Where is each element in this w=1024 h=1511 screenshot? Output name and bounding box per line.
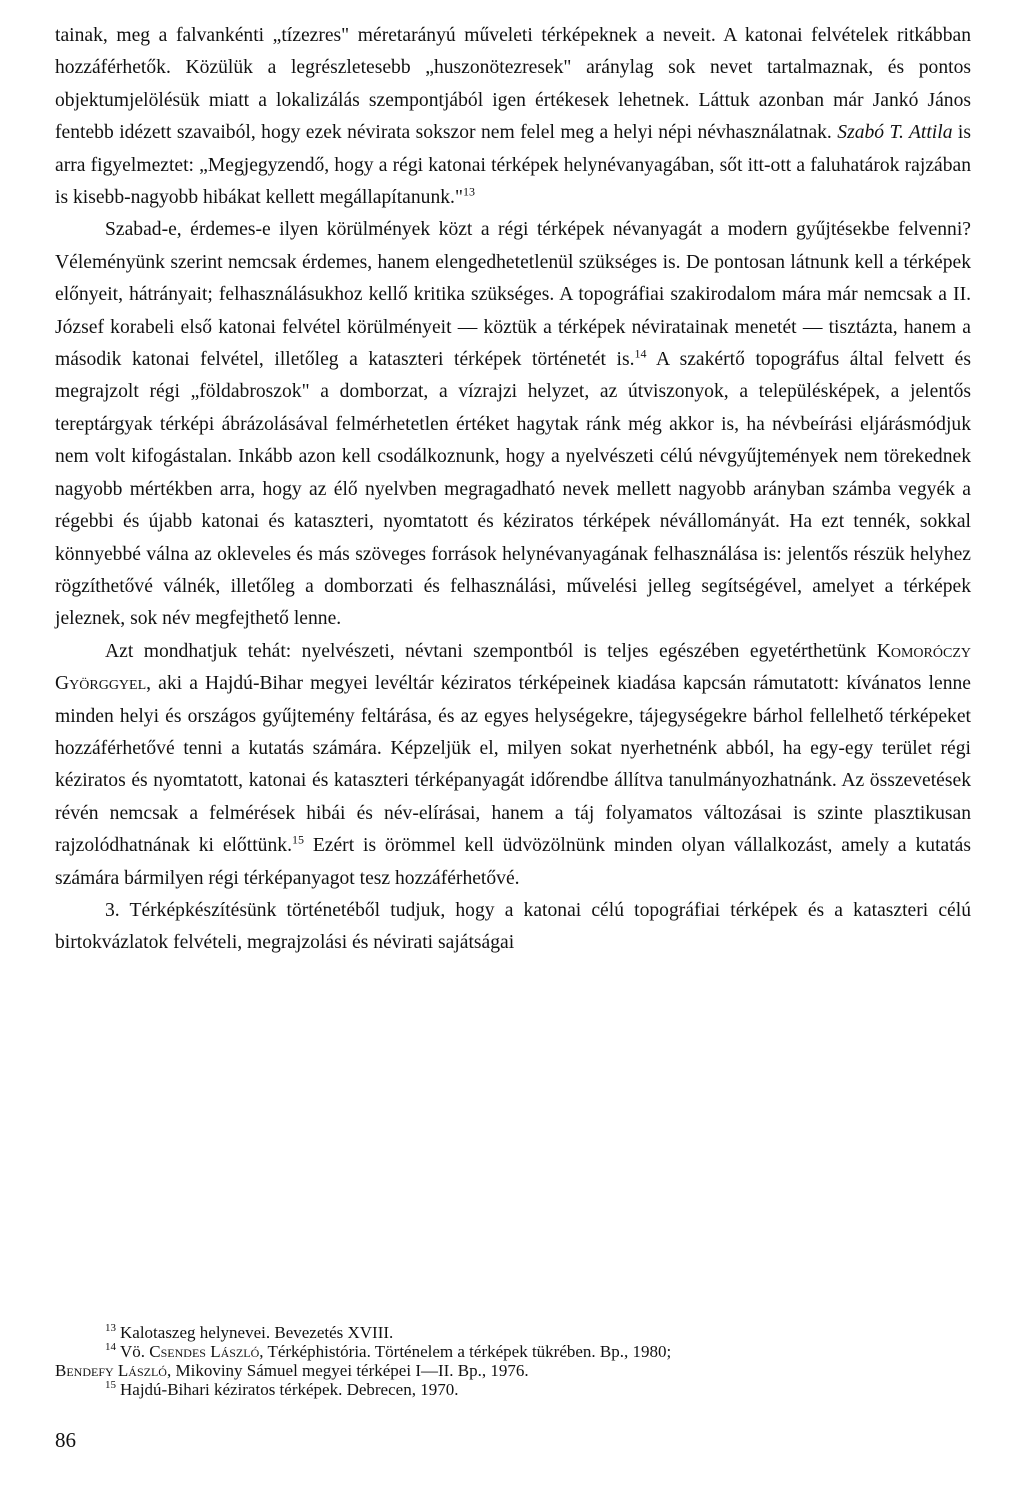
paragraph-1 <box>55 20 971 214</box>
footnote-ref-14[interactable]: 14 <box>634 346 647 361</box>
page-body <box>55 20 971 960</box>
footnote-14-author-2: Bendefy László <box>55 1361 167 1380</box>
footnotes <box>55 1323 971 1399</box>
paragraph-2-text-b: A szakértő topográfus által felvett és megrajzolt régi „földabroszok" a domborzat, a vízrajzi helyzet, az útviszonyok, a településképek, a jelentős tereptárgyak térképi ábrázolásával felmérhetetlen értéket hagytak ránk még akkor is, ha névbeírási eljárásmódjuk nem volt kifogástalan. Inkább azon kell csodálkoznunk, hogy a nyelvészeti célú névgyűjtemények nem törekednek nagyobb mértékben arra, hogy az élő nyelvben megragadható nevek mellett nagyobb arányban számba vegyék a régebbi és újabb katonai és kataszteri, nyomtatott és kéziratos térképek névállományát. Ha ezt tennék, sokkal könnyebbé válna az okleveles és más szöveges források helynévanyagának felhasználása is: jelentős részük helyhez rögzíthetővé válnék, illetőleg a domborzati és felhasználási, művelési jelleg segítségével, amelyet a térképek jeleznek, sok név megfejthető lenne. <box>55 349 971 630</box>
footnote-15-text: Hajdú-Bihari kéziratos térképek. Debrecen, 1970. <box>120 1380 459 1399</box>
footnote-14-text-c: , Mikoviny Sámuel megyei térképei I—II. Bp., 1976. <box>166 1361 529 1380</box>
author-szabo: Szabó T. Attila <box>837 122 953 144</box>
paragraph-2 <box>55 214 971 635</box>
paragraph-3-text-c: Ezért is örömmel kell üdvözölnünk minden olyan vállalkozást, amely a kutatás számára bármilyen régi térképanyagot tesz hozzáférhetővé. <box>55 835 971 889</box>
footnote-14-text-a: Vö. <box>120 1342 150 1361</box>
footnote-14-text-b: , Térképhistória. Történelem a térképek tükrében. Bp., 1980; <box>259 1342 672 1361</box>
paragraph-4-text: Térképkészítésünk történetéből tudjuk, hogy a katonai célú topográfiai térképek és a kataszteri célú birtokvázlatok felvételi, megrajzolási és névirati sajátságai <box>55 899 971 954</box>
page-number: 86 <box>55 1428 76 1452</box>
footnote-ref-13[interactable]: 13 <box>462 184 475 199</box>
paragraph-1-text: tainak, meg a falvankénti „tízezres" méretarányú műveleti térképeknek a neveit. A katonai felvételek ritkábban hozzáférhetők. Közülük a legrészletesebb „huszonötezresek" aránylag sok nevet tartalmaznak, és pontos objektumjelölésük miatt a lokalizálás szempontjából igen értékesek lehetnek. Láttuk azonban már Jankó János fentebb idézett szavaiból, hogy ezek névirata sokszor nem felel meg a helyi népi névhasználatnak. <box>55 25 971 144</box>
paragraph-1-rest: is arra figyelmeztet: „Megjegyzendő, hogy a régi katonai térképek helynévanyagában, sőt itt-ott a faluhatárok rajzában is kisebb-nagyobb hibákat kellett megállapítanunk." <box>55 122 972 209</box>
paragraph-3 <box>55 636 971 895</box>
footnote-14-mark: 14 <box>105 1341 116 1354</box>
author-komoroczy: Komoróczy Györggyel <box>55 640 971 695</box>
footnote-13-text: Kalotaszeg helynevei. Bevezetés XVIII. <box>120 1323 394 1342</box>
footnote-ref-15[interactable]: 15 <box>291 832 304 847</box>
paragraph-4 <box>55 895 971 960</box>
section-number: 3. <box>105 899 120 921</box>
footnote-13 <box>55 1323 971 1342</box>
footnote-14-continued <box>55 1361 971 1380</box>
footnote-13-mark: 13 <box>105 1322 116 1335</box>
footnote-14-author-1: Csendes László <box>149 1342 260 1361</box>
footnote-14 <box>55 1342 971 1361</box>
paragraph-3-text-b: , aki a Hajdú-Bihar megyei levéltár kéziratos térképeinek kiadása kapcsán rámutatott: kívánatos lenne minden helyi és országos gyűjtemény feltárása, és az egyes helységekre, tájegységekre bárhol fellelhető térképeket hozzáférhetővé tenni a kutatás számára. Képzeljük el, milyen sokat nyerhetnénk abból, ha egy-egy terület régi kéziratos és nyomtatott, katonai és kataszteri térképanyagát időrendbe állítva tanulmányozhatnánk. Az összevetések révén nemcsak a felmérések hibái és név-elírásai, hanem a táj folyamatos változásai is szinte plasztikusan rajzolódhatnának ki előttünk. <box>55 673 971 857</box>
paragraph-2-text-a: Szabad-e, érdemes-e ilyen körülmények közt a régi térképek névanyagát a modern gyűjtésekbe felvenni? Véleményünk szerint nemcsak érdemes, hanem elengedhetetlenül szükséges is. De pontosan látnunk kell a térképek előnyeit, hátrányait; felhasználásukhoz kellő kritika szükséges. A topográfiai szakirodalom mára már nemcsak a II. József korabeli első katonai felvétel körülményeit — köztük a térképek néviratainak menetét — tisztázta, hanem a második katonai felvétel, illetőleg a kataszteri térképek történetét is. <box>55 219 971 371</box>
footnote-15 <box>55 1380 971 1399</box>
paragraph-3-text-a: Azt mondhatjuk tehát: nyelvészeti, névtani szempontból is teljes egészében egyetérthetünk <box>105 640 877 662</box>
footnote-15-mark: 15 <box>105 1379 116 1392</box>
